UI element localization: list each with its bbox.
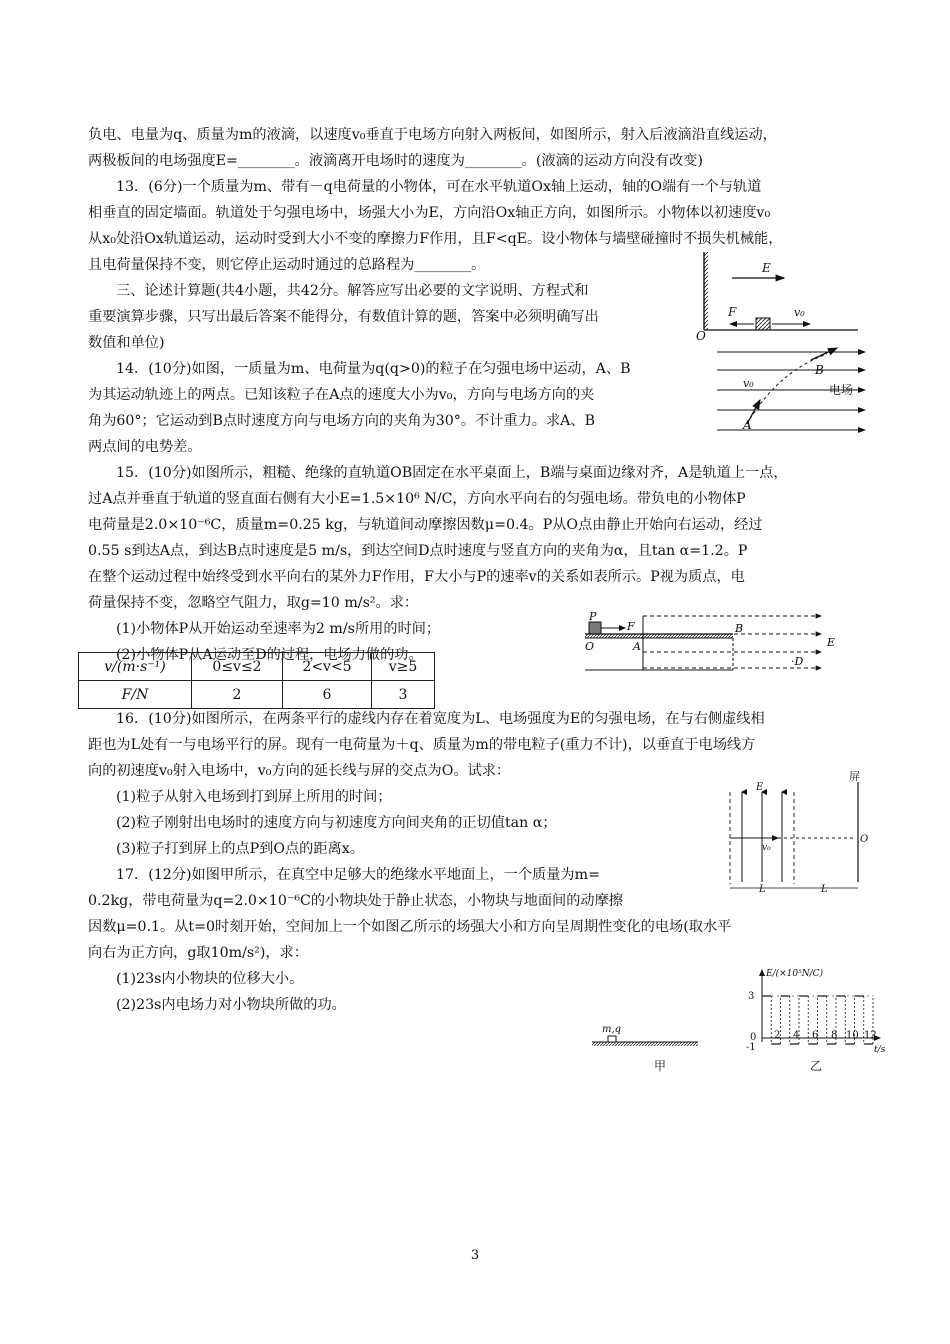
figure-q17 (590, 966, 900, 1078)
label-v0: v₀ (743, 377, 754, 390)
field-chart (746, 991, 877, 1053)
q14-line: 14．(10分)如图，一质量为m、电荷量为q(q>0)的粒子在匀强电场中运动，A、B (116, 361, 631, 377)
q15-line: 过A点并垂直于轨道的竖直面右侧有大小E=1.5×10⁶ N/C，方向水平向右的匀强电场。带负电的小物体P (88, 491, 746, 507)
q16-line: 向的初速度v₀射入电场中，v₀方向的延长线与屏的交点为O。试求： (88, 763, 511, 779)
q16-line: 16．(10分)如图所示，在两条平行的虚线内存在着宽度为L、电场强度为E的匀强电场，在与右侧虚线相 (116, 711, 765, 727)
force-speed-table (78, 652, 435, 709)
label-field: 电场 (829, 383, 854, 397)
q16-sub: (3)粒子打到屏上的点P到O点的距离x。 (116, 841, 364, 857)
q13-line: 13．(6分)一个质量为m、带有－q电荷量的小物体，可在水平轨道Ox轴上运动，轴的O端有一个与轨道 (116, 179, 762, 195)
x-tick: 4 (793, 1030, 800, 1041)
q17-line: 因数μ=0.1。从t=0时刻开始，空间加上一个如图乙所示的场强大小和方向呈周期性变化的电场(取水平 (88, 919, 732, 935)
q17-sub: (1)23s内小物块的位移大小。 (116, 971, 304, 987)
q16-sub: (1)粒子从射入电场到打到屏上所用的时间； (116, 789, 392, 805)
q15-line: 0.55 s到达A点，到达B点时速度是5 m/s，到达空间D点时速度与竖直方向的夹角为α，且tan α=1.2。P (88, 543, 748, 559)
q15-line: 在整个运动过程中始终受到水平向右的某外力F作用，F大小与P的速率v的关系如表所示。P视为质点，电 (88, 569, 745, 585)
q14-line: 为其运动轨迹上的两点。已知该粒子在A点的速度大小为v₀，方向与电场方向的夹 (88, 387, 595, 403)
caption-jia: 甲 (654, 1059, 667, 1073)
q14-line: 两点间的电势差。 (88, 439, 202, 455)
q15-sub: (2)小物体P从A运动至D的过程，电场力做的功。 (116, 647, 423, 663)
label-E: E (756, 782, 764, 793)
label-A: A (743, 418, 752, 432)
label-F: F (627, 620, 635, 633)
label-E: E (827, 636, 836, 649)
x-tick: 2 (774, 1030, 781, 1041)
label-mq: m,q (602, 1024, 622, 1035)
figure-q13 (690, 250, 860, 342)
label-F: F (728, 305, 737, 319)
table-cell: v/(m·s⁻¹) (79, 653, 192, 681)
q15-line: 电荷量是2.0×10⁻⁶C，质量m=0.25 kg，与轨道间动摩擦因数μ=0.4。P从O点由静止开始向右运动，经过 (88, 517, 763, 533)
q13-line: 相垂直的固定墙面。轨道处于匀强电场中，场强大小为E，方向沿Ox轴正方向，如图所示。小物体以初速度v₀ (88, 205, 771, 221)
table-cell: F/N (79, 681, 192, 709)
label-v0: v₀ (762, 843, 771, 853)
table-cell: 2<v<5 (283, 653, 372, 681)
page-number: 3 (470, 1248, 480, 1263)
y-tick: -1 (746, 1042, 756, 1053)
figure-q16 (722, 770, 872, 898)
label-L: L (821, 884, 828, 895)
label-B: B (735, 622, 744, 635)
q14-line: 角为60°；它运动到B点时速度方向与电场方向的夹角为30°。不计重力。求A、B (88, 413, 596, 429)
q15-line: 15．(10分)如图所示，粗糙、绝缘的直轨道OB固定在水平桌面上，B端与桌面边缘对齐，A是轨道上一点， (116, 465, 788, 481)
table-cell: 0≤v≤2 (192, 653, 283, 681)
y-axis-label: E/(×10⁵N/C) (766, 969, 824, 979)
label-v0: v₀ (794, 306, 805, 319)
x-tick: 10 (846, 1030, 859, 1041)
table-cell: 6 (283, 681, 372, 709)
label-O: O (585, 640, 595, 653)
label-P: P (589, 610, 597, 623)
q16-sub: (2)粒子刚射出电场时的速度方向与初速度方向间夹角的正切值tan α； (116, 815, 557, 831)
text-line: 负电、电量为q、质量为m的液滴，以速度v₀垂直于电场方向射入两板间，如图所示，射入后液滴沿直线运动， (88, 127, 777, 143)
q16-line: 距也为L处有一与电场平行的屏。现有一电荷量为＋q、质量为m的带电粒子(重力不计)，以垂直于电场线方 (88, 737, 756, 753)
q15-line: 荷量保持不变，忽略空气阻力，取g=10 m/s²。求： (88, 595, 419, 611)
q17-line: 向右为正方向，g取10m/s²)，求： (88, 945, 308, 961)
q17-line: 17．(12分)如图甲所示，在真空中足够大的绝缘水平地面上，一个质量为m= (116, 867, 600, 883)
table-cell: v≥5 (372, 653, 435, 681)
label-O: O (860, 834, 869, 845)
label-O: O (696, 329, 706, 343)
x-tick: 12 (864, 1030, 877, 1041)
section-heading: 重要演算步骤，只写出最后答案不能得分，有数值计算的题，答案中必须明确写出 (88, 309, 599, 325)
label-A: A (633, 640, 641, 653)
label-D: ·D (791, 655, 804, 668)
label-B: B (815, 363, 824, 377)
q13-line: 从x₀处沿Ox轨道运动，运动时受到大小不变的摩擦力F作用，且F<qE。设小物体与墙壁碰撞时不损失机械能， (88, 231, 783, 247)
table-row (79, 681, 435, 709)
q17-line: 0.2kg，带电荷量为q=2.0×10⁻⁶C的小物块处于静止状态，小物块与地面间的动摩擦 (88, 893, 623, 909)
x-tick: 8 (831, 1030, 838, 1041)
text-line: 两极板间的电场强度E=________。液滴离开电场时的速度为________。(液滴的运动方向没有改变) (88, 153, 704, 169)
label-L: L (759, 884, 766, 895)
table-cell: 3 (372, 681, 435, 709)
figure-q14 (715, 342, 870, 438)
q17-sub: (2)23s内电场力对小物块所做的功。 (116, 997, 346, 1013)
label-screen: 屏 (849, 770, 860, 783)
q15-sub: (1)小物体P从开始运动至速率为2 m/s所用的时间； (116, 621, 441, 637)
caption-yi: 乙 (810, 1059, 823, 1073)
q13-line: 且电荷量保持不变，则它停止运动时通过的总路程为________。 (88, 257, 486, 273)
figure-q15 (583, 612, 843, 674)
section-heading: 三、论述计算题(共4小题，共42分。解答应写出必要的文字说明、方程式和 (116, 283, 589, 299)
x-tick: 6 (812, 1030, 819, 1041)
y-tick: 3 (748, 991, 755, 1002)
table-row (79, 653, 435, 681)
section-heading: 数值和单位) (88, 335, 165, 351)
table-cell: 2 (192, 681, 283, 709)
y-tick: 0 (750, 1032, 757, 1043)
x-axis-label: t/s (874, 1045, 886, 1055)
label-E: E (762, 261, 771, 275)
